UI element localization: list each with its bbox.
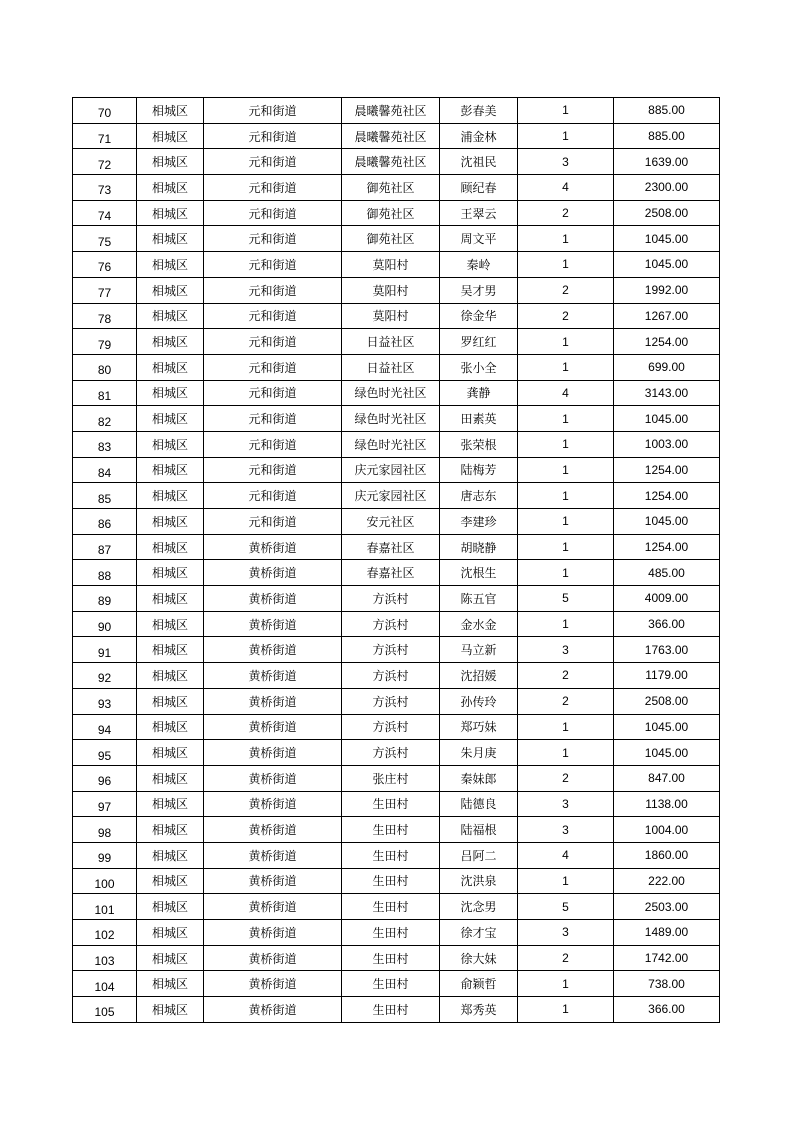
household-size-cell: 1	[518, 329, 614, 355]
street-cell: 元和街道	[204, 175, 342, 201]
district-cell: 相城区	[137, 149, 204, 175]
row-number-cell: 94	[73, 714, 137, 740]
table-row	[73, 406, 720, 432]
community-cell: 绿色时光社区	[342, 431, 440, 457]
district-cell: 相城区	[137, 200, 204, 226]
community-cell: 春嘉社区	[342, 560, 440, 586]
amount-cell: 3143.00	[614, 380, 720, 406]
name-cell: 孙传玲	[440, 688, 518, 714]
street-cell: 元和街道	[204, 431, 342, 457]
community-cell: 方浜村	[342, 586, 440, 612]
community-cell: 安元社区	[342, 509, 440, 535]
table-row	[73, 842, 720, 868]
name-cell: 徐才宝	[440, 920, 518, 946]
table-row	[73, 611, 720, 637]
street-cell: 元和街道	[204, 406, 342, 432]
row-number-cell: 85	[73, 483, 137, 509]
district-cell: 相城区	[137, 329, 204, 355]
household-size-cell: 1	[518, 714, 614, 740]
household-size-cell: 1	[518, 123, 614, 149]
street-cell: 元和街道	[204, 252, 342, 278]
community-cell: 庆元家园社区	[342, 457, 440, 483]
street-cell: 黄桥街道	[204, 534, 342, 560]
district-cell: 相城区	[137, 842, 204, 868]
community-cell: 莫阳村	[342, 303, 440, 329]
district-cell: 相城区	[137, 534, 204, 560]
household-size-cell: 2	[518, 277, 614, 303]
table-row	[73, 894, 720, 920]
table-row	[73, 431, 720, 457]
table-row	[73, 329, 720, 355]
row-number-cell: 73	[73, 175, 137, 201]
street-cell: 黄桥街道	[204, 868, 342, 894]
amount-cell: 4009.00	[614, 586, 720, 612]
household-size-cell: 1	[518, 971, 614, 997]
row-number-cell: 79	[73, 329, 137, 355]
table-row	[73, 791, 720, 817]
row-number-cell: 75	[73, 226, 137, 252]
row-number-cell: 74	[73, 200, 137, 226]
amount-cell: 1045.00	[614, 226, 720, 252]
community-cell: 晨曦馨苑社区	[342, 123, 440, 149]
table-row	[73, 380, 720, 406]
row-number-cell: 84	[73, 457, 137, 483]
community-cell: 生田村	[342, 945, 440, 971]
household-size-cell: 1	[518, 997, 614, 1023]
name-cell: 沈根生	[440, 560, 518, 586]
community-cell: 生田村	[342, 997, 440, 1023]
amount-cell: 366.00	[614, 611, 720, 637]
household-size-cell: 2	[518, 945, 614, 971]
household-size-cell: 2	[518, 303, 614, 329]
district-cell: 相城区	[137, 791, 204, 817]
household-size-cell: 3	[518, 920, 614, 946]
household-size-cell: 1	[518, 534, 614, 560]
household-size-cell: 1	[518, 226, 614, 252]
row-number-cell: 86	[73, 509, 137, 535]
name-cell: 李建珍	[440, 509, 518, 535]
name-cell: 唐志东	[440, 483, 518, 509]
street-cell: 黄桥街道	[204, 586, 342, 612]
community-cell: 御苑社区	[342, 200, 440, 226]
relief-table	[72, 97, 720, 1023]
street-cell: 元和街道	[204, 277, 342, 303]
name-cell: 罗红红	[440, 329, 518, 355]
street-cell: 黄桥街道	[204, 920, 342, 946]
amount-cell: 1045.00	[614, 714, 720, 740]
community-cell: 方浜村	[342, 663, 440, 689]
amount-cell: 1742.00	[614, 945, 720, 971]
row-number-cell: 93	[73, 688, 137, 714]
community-cell: 生田村	[342, 971, 440, 997]
district-cell: 相城区	[137, 175, 204, 201]
street-cell: 黄桥街道	[204, 611, 342, 637]
table-row	[73, 971, 720, 997]
row-number-cell: 76	[73, 252, 137, 278]
table-body	[73, 98, 720, 1023]
row-number-cell: 70	[73, 98, 137, 124]
row-number-cell: 98	[73, 817, 137, 843]
amount-cell: 485.00	[614, 560, 720, 586]
street-cell: 元和街道	[204, 226, 342, 252]
district-cell: 相城区	[137, 920, 204, 946]
row-number-cell: 80	[73, 354, 137, 380]
table-row	[73, 688, 720, 714]
district-cell: 相城区	[137, 663, 204, 689]
community-cell: 绿色时光社区	[342, 380, 440, 406]
community-cell: 生田村	[342, 894, 440, 920]
table-row	[73, 534, 720, 560]
community-cell: 晨曦馨苑社区	[342, 149, 440, 175]
name-cell: 浦金林	[440, 123, 518, 149]
district-cell: 相城区	[137, 817, 204, 843]
household-size-cell: 2	[518, 765, 614, 791]
street-cell: 元和街道	[204, 509, 342, 535]
table-row	[73, 920, 720, 946]
amount-cell: 1045.00	[614, 252, 720, 278]
district-cell: 相城区	[137, 252, 204, 278]
amount-cell: 1004.00	[614, 817, 720, 843]
amount-cell: 1254.00	[614, 329, 720, 355]
name-cell: 顾纪春	[440, 175, 518, 201]
amount-cell: 2503.00	[614, 894, 720, 920]
name-cell: 徐大妹	[440, 945, 518, 971]
community-cell: 方浜村	[342, 714, 440, 740]
district-cell: 相城区	[137, 509, 204, 535]
district-cell: 相城区	[137, 714, 204, 740]
row-number-cell: 78	[73, 303, 137, 329]
household-size-cell: 2	[518, 663, 614, 689]
amount-cell: 222.00	[614, 868, 720, 894]
table-row	[73, 817, 720, 843]
street-cell: 元和街道	[204, 380, 342, 406]
table-row	[73, 277, 720, 303]
amount-cell: 2508.00	[614, 688, 720, 714]
community-cell: 生田村	[342, 842, 440, 868]
district-cell: 相城区	[137, 483, 204, 509]
amount-cell: 885.00	[614, 98, 720, 124]
name-cell: 沈招媛	[440, 663, 518, 689]
table-row	[73, 560, 720, 586]
amount-cell: 738.00	[614, 971, 720, 997]
amount-cell: 366.00	[614, 997, 720, 1023]
table-row	[73, 637, 720, 663]
community-cell: 庆元家园社区	[342, 483, 440, 509]
street-cell: 黄桥街道	[204, 817, 342, 843]
street-cell: 元和街道	[204, 329, 342, 355]
street-cell: 元和街道	[204, 483, 342, 509]
name-cell: 彭春美	[440, 98, 518, 124]
street-cell: 元和街道	[204, 303, 342, 329]
name-cell: 金水金	[440, 611, 518, 637]
household-size-cell: 5	[518, 586, 614, 612]
amount-cell: 1254.00	[614, 534, 720, 560]
table-row	[73, 457, 720, 483]
district-cell: 相城区	[137, 971, 204, 997]
name-cell: 张荣根	[440, 431, 518, 457]
name-cell: 秦妹郎	[440, 765, 518, 791]
household-size-cell: 1	[518, 560, 614, 586]
community-cell: 方浜村	[342, 611, 440, 637]
name-cell: 沈念男	[440, 894, 518, 920]
community-cell: 方浜村	[342, 637, 440, 663]
row-number-cell: 97	[73, 791, 137, 817]
name-cell: 朱月庚	[440, 740, 518, 766]
community-cell: 方浜村	[342, 688, 440, 714]
amount-cell: 1489.00	[614, 920, 720, 946]
community-cell: 绿色时光社区	[342, 406, 440, 432]
name-cell: 沈祖民	[440, 149, 518, 175]
district-cell: 相城区	[137, 354, 204, 380]
household-size-cell: 1	[518, 740, 614, 766]
district-cell: 相城区	[137, 431, 204, 457]
street-cell: 黄桥街道	[204, 894, 342, 920]
table-row	[73, 483, 720, 509]
district-cell: 相城区	[137, 945, 204, 971]
amount-cell: 1860.00	[614, 842, 720, 868]
household-size-cell: 2	[518, 200, 614, 226]
household-size-cell: 1	[518, 354, 614, 380]
street-cell: 黄桥街道	[204, 560, 342, 586]
name-cell: 王翠云	[440, 200, 518, 226]
street-cell: 黄桥街道	[204, 714, 342, 740]
name-cell: 龚静	[440, 380, 518, 406]
district-cell: 相城区	[137, 380, 204, 406]
district-cell: 相城区	[137, 406, 204, 432]
amount-cell: 1254.00	[614, 483, 720, 509]
name-cell: 胡晓静	[440, 534, 518, 560]
street-cell: 黄桥街道	[204, 765, 342, 791]
table-row	[73, 175, 720, 201]
row-number-cell: 100	[73, 868, 137, 894]
district-cell: 相城区	[137, 457, 204, 483]
household-size-cell: 1	[518, 406, 614, 432]
household-size-cell: 3	[518, 817, 614, 843]
amount-cell: 2508.00	[614, 200, 720, 226]
row-number-cell: 82	[73, 406, 137, 432]
amount-cell: 2300.00	[614, 175, 720, 201]
row-number-cell: 103	[73, 945, 137, 971]
community-cell: 张庄村	[342, 765, 440, 791]
amount-cell: 1138.00	[614, 791, 720, 817]
name-cell: 郑秀英	[440, 997, 518, 1023]
household-size-cell: 3	[518, 791, 614, 817]
household-size-cell: 3	[518, 637, 614, 663]
community-cell: 生田村	[342, 920, 440, 946]
row-number-cell: 77	[73, 277, 137, 303]
household-size-cell: 1	[518, 457, 614, 483]
row-number-cell: 104	[73, 971, 137, 997]
name-cell: 吴才男	[440, 277, 518, 303]
row-number-cell: 72	[73, 149, 137, 175]
community-cell: 御苑社区	[342, 226, 440, 252]
row-number-cell: 90	[73, 611, 137, 637]
table-row	[73, 354, 720, 380]
amount-cell: 1045.00	[614, 740, 720, 766]
table-row	[73, 997, 720, 1023]
district-cell: 相城区	[137, 123, 204, 149]
amount-cell: 1045.00	[614, 509, 720, 535]
amount-cell: 1267.00	[614, 303, 720, 329]
table-row	[73, 226, 720, 252]
amount-cell: 1639.00	[614, 149, 720, 175]
street-cell: 黄桥街道	[204, 791, 342, 817]
table-row	[73, 868, 720, 894]
household-size-cell: 1	[518, 98, 614, 124]
row-number-cell: 105	[73, 997, 137, 1023]
street-cell: 黄桥街道	[204, 688, 342, 714]
household-size-cell: 2	[518, 688, 614, 714]
row-number-cell: 81	[73, 380, 137, 406]
street-cell: 元和街道	[204, 123, 342, 149]
district-cell: 相城区	[137, 611, 204, 637]
street-cell: 黄桥街道	[204, 842, 342, 868]
name-cell: 郑巧妹	[440, 714, 518, 740]
row-number-cell: 88	[73, 560, 137, 586]
street-cell: 黄桥街道	[204, 740, 342, 766]
name-cell: 陈五官	[440, 586, 518, 612]
street-cell: 黄桥街道	[204, 997, 342, 1023]
amount-cell: 847.00	[614, 765, 720, 791]
name-cell: 吕阿二	[440, 842, 518, 868]
table-row	[73, 509, 720, 535]
community-cell: 日益社区	[342, 354, 440, 380]
street-cell: 元和街道	[204, 149, 342, 175]
name-cell: 秦岭	[440, 252, 518, 278]
district-cell: 相城区	[137, 868, 204, 894]
name-cell: 陆福根	[440, 817, 518, 843]
street-cell: 元和街道	[204, 457, 342, 483]
table-row	[73, 586, 720, 612]
row-number-cell: 71	[73, 123, 137, 149]
row-number-cell: 89	[73, 586, 137, 612]
row-number-cell: 83	[73, 431, 137, 457]
community-cell: 御苑社区	[342, 175, 440, 201]
street-cell: 黄桥街道	[204, 637, 342, 663]
amount-cell: 885.00	[614, 123, 720, 149]
table-row	[73, 98, 720, 124]
amount-cell: 1003.00	[614, 431, 720, 457]
row-number-cell: 96	[73, 765, 137, 791]
community-cell: 生田村	[342, 817, 440, 843]
name-cell: 马立新	[440, 637, 518, 663]
table-row	[73, 149, 720, 175]
street-cell: 黄桥街道	[204, 663, 342, 689]
name-cell: 田素英	[440, 406, 518, 432]
household-size-cell: 1	[518, 509, 614, 535]
household-size-cell: 1	[518, 868, 614, 894]
table-row	[73, 252, 720, 278]
row-number-cell: 101	[73, 894, 137, 920]
name-cell: 陆德良	[440, 791, 518, 817]
community-cell: 春嘉社区	[342, 534, 440, 560]
district-cell: 相城区	[137, 688, 204, 714]
table-row	[73, 303, 720, 329]
table-row	[73, 765, 720, 791]
district-cell: 相城区	[137, 740, 204, 766]
row-number-cell: 99	[73, 842, 137, 868]
row-number-cell: 92	[73, 663, 137, 689]
district-cell: 相城区	[137, 303, 204, 329]
district-cell: 相城区	[137, 277, 204, 303]
household-size-cell: 1	[518, 252, 614, 278]
district-cell: 相城区	[137, 226, 204, 252]
street-cell: 元和街道	[204, 98, 342, 124]
street-cell: 元和街道	[204, 200, 342, 226]
amount-cell: 1045.00	[614, 406, 720, 432]
community-cell: 晨曦馨苑社区	[342, 98, 440, 124]
household-size-cell: 4	[518, 175, 614, 201]
community-cell: 方浜村	[342, 740, 440, 766]
street-cell: 元和街道	[204, 354, 342, 380]
row-number-cell: 102	[73, 920, 137, 946]
community-cell: 日益社区	[342, 329, 440, 355]
amount-cell: 1254.00	[614, 457, 720, 483]
household-size-cell: 4	[518, 380, 614, 406]
table-row	[73, 740, 720, 766]
street-cell: 黄桥街道	[204, 945, 342, 971]
community-cell: 莫阳村	[342, 252, 440, 278]
name-cell: 张小全	[440, 354, 518, 380]
district-cell: 相城区	[137, 894, 204, 920]
household-size-cell: 1	[518, 431, 614, 457]
amount-cell: 1179.00	[614, 663, 720, 689]
name-cell: 陆梅芳	[440, 457, 518, 483]
name-cell: 徐金华	[440, 303, 518, 329]
table-row	[73, 200, 720, 226]
household-size-cell: 1	[518, 611, 614, 637]
name-cell: 周文平	[440, 226, 518, 252]
table-row	[73, 714, 720, 740]
household-size-cell: 1	[518, 483, 614, 509]
community-cell: 生田村	[342, 868, 440, 894]
district-cell: 相城区	[137, 586, 204, 612]
row-number-cell: 95	[73, 740, 137, 766]
district-cell: 相城区	[137, 560, 204, 586]
table-row	[73, 945, 720, 971]
household-size-cell: 5	[518, 894, 614, 920]
table-row	[73, 123, 720, 149]
amount-cell: 1992.00	[614, 277, 720, 303]
name-cell: 沈洪泉	[440, 868, 518, 894]
district-cell: 相城区	[137, 997, 204, 1023]
street-cell: 黄桥街道	[204, 971, 342, 997]
household-size-cell: 3	[518, 149, 614, 175]
amount-cell: 699.00	[614, 354, 720, 380]
community-cell: 莫阳村	[342, 277, 440, 303]
table-row	[73, 663, 720, 689]
district-cell: 相城区	[137, 98, 204, 124]
amount-cell: 1763.00	[614, 637, 720, 663]
row-number-cell: 87	[73, 534, 137, 560]
district-cell: 相城区	[137, 765, 204, 791]
district-cell: 相城区	[137, 637, 204, 663]
name-cell: 俞颖哲	[440, 971, 518, 997]
household-size-cell: 4	[518, 842, 614, 868]
community-cell: 生田村	[342, 791, 440, 817]
row-number-cell: 91	[73, 637, 137, 663]
